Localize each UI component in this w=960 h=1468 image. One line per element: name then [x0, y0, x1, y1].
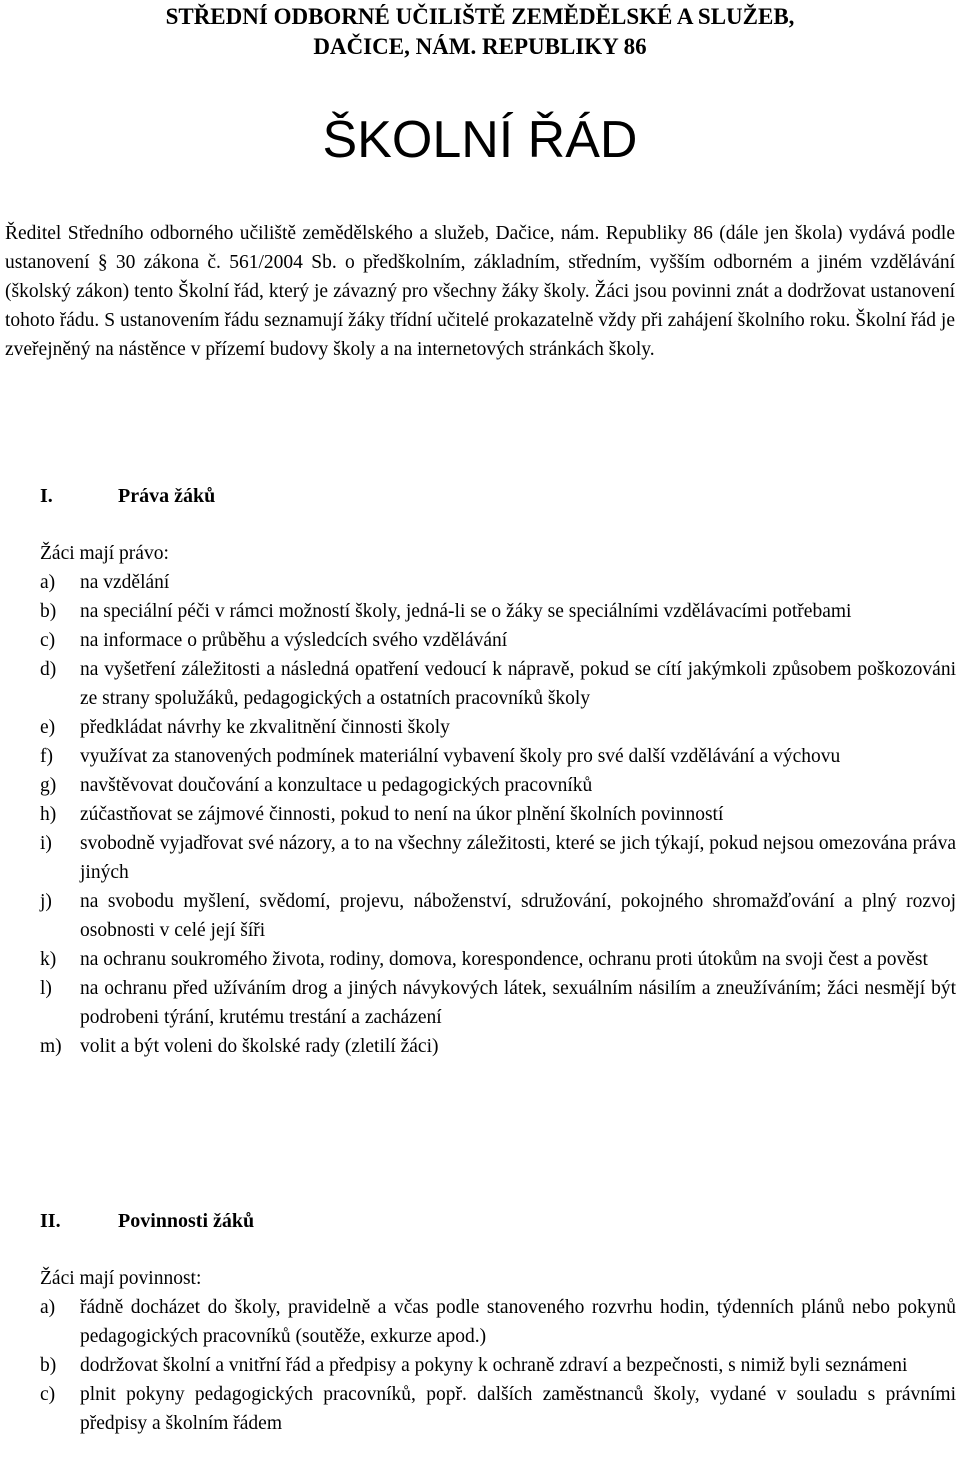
school-header [0, 2, 960, 62]
list-item-text: řádně docházet do školy, pravidelně a včas podle stanoveného rozvrhu hodin, týdenních plánů nebo pokynů pedagogických pracovníků (soutěže, exkurze apod.) [80, 1297, 956, 1347]
list-item-text: na informace o průběhu a výsledcích svého vzdělávání [80, 630, 508, 651]
list-item [40, 887, 956, 945]
section-title: Práva žáků [118, 485, 216, 507]
list-item-text: na vyšetření záležitosti a následná opatření vedoucí k nápravě, pokud se cítí jakýmkoli způsobem poškozováni ze strany spolužáků, pedagogických a ostatních pracovníků školy [80, 659, 956, 709]
list-item-marker: a) [40, 572, 56, 593]
list-item [40, 1380, 956, 1438]
list-item-marker: f) [40, 746, 53, 767]
list-item-text: na vzdělání [80, 572, 170, 593]
list-item-marker: e) [40, 717, 56, 738]
list-item-text: využívat za stanovených podmínek materiální vybavení školy pro své další vzdělávání a výchovu [80, 746, 841, 767]
list-item-marker: a) [40, 1297, 56, 1318]
list-item-marker: l) [40, 978, 52, 999]
list-item [40, 568, 956, 597]
list-item [40, 800, 956, 829]
list-item-text: na ochranu před užíváním drog a jiných návykových látek, sexuálním násilím a zneužíváním; žáci nesmějí být podrobeni týrání, krutému trestání a zacházení [80, 978, 956, 1028]
list-item-marker: d) [40, 659, 57, 680]
list-item-text: plnit pokyny pedagogických pracovníků, popř. dalších zaměstnanců školy, vydané v souladu s právními předpisy a školním řádem [80, 1384, 956, 1434]
list-item [40, 1032, 956, 1061]
school-address-line: DAČICE, NÁM. REPUBLIKY 86 [313, 34, 647, 59]
list-item-text: dodržovat školní a vnitřní řád a předpisy a pokyny k ochraně zdraví a bezpečnosti, s nimiž byli seznámeni [80, 1355, 908, 1376]
school-name-line: STŘEDNÍ ODBORNÉ UČILIŠTĚ ZEMĚDĚLSKÉ A SLUŽEB, [165, 4, 795, 29]
list-item [40, 1293, 956, 1351]
list-item-marker: i) [40, 833, 52, 854]
list-item-marker: h) [40, 804, 57, 825]
list-item-text: na ochranu soukromého života, rodiny, domova, korespondence, ochranu proti útokům na svoji čest a pověst [80, 949, 928, 970]
document-title: ŠKOLNÍ ŘÁD [322, 111, 638, 169]
duties-lead: Žáci mají povinnost: [40, 1268, 202, 1289]
list-item [40, 829, 956, 887]
list-item [40, 597, 956, 626]
list-item-text: zúčastňovat se zájmové činnosti, pokud to není na úkor plnění školních povinností [80, 804, 724, 825]
list-item-marker: k) [40, 949, 57, 970]
list-item-marker: g) [40, 775, 57, 796]
section-title: Povinnosti žáků [118, 1210, 255, 1232]
list-item-text: na svobodu myšlení, svědomí, projevu, náboženství, sdružování, pokojného shromažďování a plný rozvoj osobnosti v celé její šíři [80, 891, 956, 941]
list-item [40, 771, 956, 800]
list-item-marker: m) [40, 1036, 62, 1057]
intro-paragraph: Ředitel Středního odborného učiliště zemědělského a služeb, Dačice, nám. Republiky 86 (dále jen škola) vydává podle ustanovení § 30 zákona č. 561/2004 Sb. o předškolním, základním, středním, vyšším odborném a jiném vzdělávání (školský zákon) tento Školní řád, který je závazný pro všechny žáky školy. Žáci jsou povinni znát a dodržovat ustanovení tohoto řádu. S ustanovením řádu seznamují žáky třídní učitelé prokazatelně vždy při zahájení školního roku. Školní řád je zveřejněný na nástěnce v přízemí budovy školy a na internetových stránkách školy. [5, 223, 955, 360]
list-item-text: svobodně vyjadřovat své názory, a to na všechny záležitosti, které se jich týkají, pokud nejsou omezována práva jiných [80, 833, 956, 883]
list-item [40, 742, 956, 771]
list-item-text: volit a být voleni do školské rady (zletilí žáci) [80, 1036, 439, 1057]
list-item-marker: c) [40, 630, 56, 651]
section-heading-duties [40, 1207, 254, 1236]
list-item [40, 626, 956, 655]
list-item [40, 974, 956, 1032]
duties-list [40, 1293, 956, 1438]
list-item-marker: c) [40, 1384, 56, 1405]
rights-list [40, 568, 956, 1061]
list-item-marker: b) [40, 1355, 57, 1376]
list-item [40, 655, 956, 713]
list-item-marker: b) [40, 601, 57, 622]
list-item-text: navštěvovat doučování a konzultace u pedagogických pracovníků [80, 775, 593, 796]
section-heading-rights [40, 482, 215, 511]
list-item [40, 1351, 956, 1380]
section-number: I. [40, 485, 53, 507]
list-item [40, 945, 956, 974]
list-item-text: na speciální péči v rámci možností školy, jedná-li se o žáky se speciálními vzdělávacími potřebami [80, 601, 852, 622]
rights-lead: Žáci mají právo: [40, 543, 169, 564]
list-item-text: předkládat návrhy ke zkvalitnění činnosti školy [80, 717, 450, 738]
section-number: II. [40, 1210, 61, 1232]
list-item-marker: j) [40, 891, 52, 912]
list-item [40, 713, 956, 742]
